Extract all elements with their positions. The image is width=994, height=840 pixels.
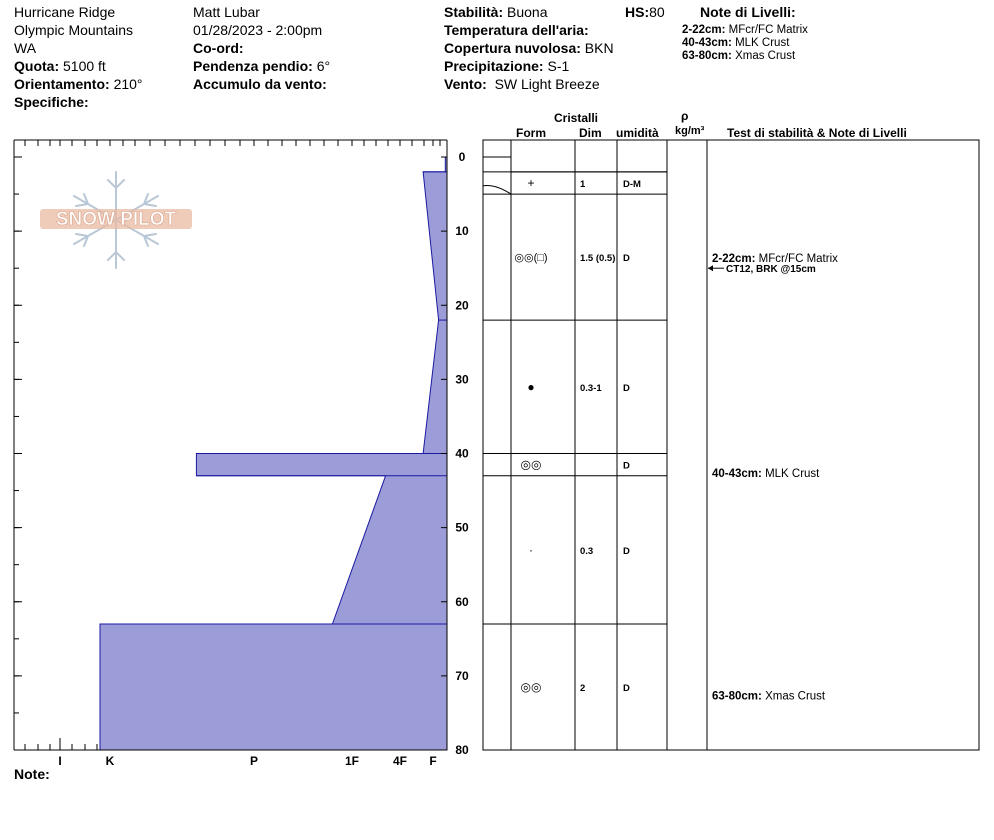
surface-curve [483, 185, 511, 194]
depth-label-50: 50 [455, 520, 469, 535]
density-unit-header: kg/m³ [675, 125, 705, 137]
layer-note-3: 63-80cm: Xmas Crust [682, 50, 796, 62]
depth-label-10: 10 [455, 224, 469, 239]
cloud-row: Copertura nuvolosa: BKN [444, 40, 614, 56]
size-header: Dim [579, 126, 602, 140]
notes-label: Note: [14, 766, 50, 782]
depth-label-80: 80 [455, 743, 469, 757]
hardness-label-4F: 4F [392, 754, 408, 768]
observer: Matt Lubar [193, 4, 260, 20]
state: WA [14, 40, 37, 56]
hardness-label-K: K [105, 754, 115, 768]
layer-moisture: D [623, 253, 630, 265]
layer-moisture: D [623, 460, 630, 472]
slope-row: Pendenza pendio: 6° [193, 58, 331, 74]
snowpilot-logo-text: SNOW PILOT [55, 209, 177, 230]
hardness-label-P: P [249, 754, 259, 768]
wind-loading-label: Accumulo da vento: [193, 76, 327, 92]
layer-form: ◎◎(□) [514, 252, 548, 265]
air-temp-label: Temperatura dell'aria: [444, 22, 589, 38]
chart-layer-note-3: 63-80cm: Xmas Crust [712, 690, 826, 703]
layer-form: ● [527, 379, 535, 394]
specifics-label: Specifiche: [14, 94, 89, 110]
layer-moisture: D-M [623, 178, 641, 190]
moisture-header: umidità [616, 126, 659, 140]
aspect-row: Orientamento: 210° [14, 76, 143, 92]
stability-notes-header: Test di stabilità & Note di Livelli [727, 126, 907, 140]
depth-label-60: 60 [455, 594, 469, 609]
hardness-label-F: F [429, 754, 437, 768]
chart-layer-note-1: 2-22cm: MFcr/FC Matrix [712, 253, 838, 266]
layer-moisture: D [623, 682, 630, 694]
layer-size: 0.3 [580, 545, 594, 557]
layer-form: · [529, 542, 533, 557]
depth-label-40: 40 [455, 446, 469, 461]
crystals-header: Cristalli [554, 111, 599, 125]
precip-row: Precipitazione: S-1 [444, 58, 570, 74]
layer-notes-title: Note di Livelli: [700, 4, 796, 20]
layer-size: 2 [580, 682, 586, 694]
elevation-row: Quota: 5100 ft [14, 58, 106, 74]
depth-label-20: 20 [455, 298, 469, 313]
stability-test-1: CT12, BRK @15cm [726, 264, 816, 276]
hardness-label-1F: 1F [344, 754, 360, 768]
wind-row: Vento: SW Light Breeze [444, 76, 600, 92]
layer-form: ◎◎ [520, 679, 542, 694]
rho-header: ρ [681, 109, 689, 123]
layer-size: 0.3-1 [580, 382, 602, 394]
hs-row: HS:80 [625, 4, 665, 20]
depth-label-30: 30 [455, 372, 469, 387]
layer-moisture: D [623, 545, 630, 557]
table-frame [483, 140, 979, 750]
coord-label: Co-ord: [193, 40, 244, 56]
layer-size: 1 [580, 178, 586, 190]
mountain-range: Olympic Mountains [14, 22, 134, 38]
layer-size: 1.5 (0.5) [580, 253, 616, 265]
layer-form: ◎◎ [520, 457, 542, 472]
layer-note-2: 40-43cm: MLK Crust [682, 37, 790, 49]
depth-label-0: 0 [458, 150, 466, 164]
observation-datetime: 01/28/2023 - 2:00pm [193, 22, 323, 38]
layer-table [483, 140, 979, 750]
location: Hurricane Ridge [14, 4, 116, 20]
stability-row: Stabilità: Buona [444, 4, 548, 20]
layer-moisture: D [623, 382, 630, 394]
layer-note-1: 2-22cm: MFcr/FC Matrix [682, 24, 808, 36]
hardness-label-I: I [58, 754, 62, 768]
snowpilot-logo [36, 168, 196, 272]
layer-form: + [527, 175, 535, 190]
chart-layer-note-2: 40-43cm: MLK Crust [712, 468, 820, 481]
stability-arrow-icon [708, 265, 713, 271]
form-header: Form [516, 126, 546, 140]
depth-label-70: 70 [455, 668, 469, 683]
